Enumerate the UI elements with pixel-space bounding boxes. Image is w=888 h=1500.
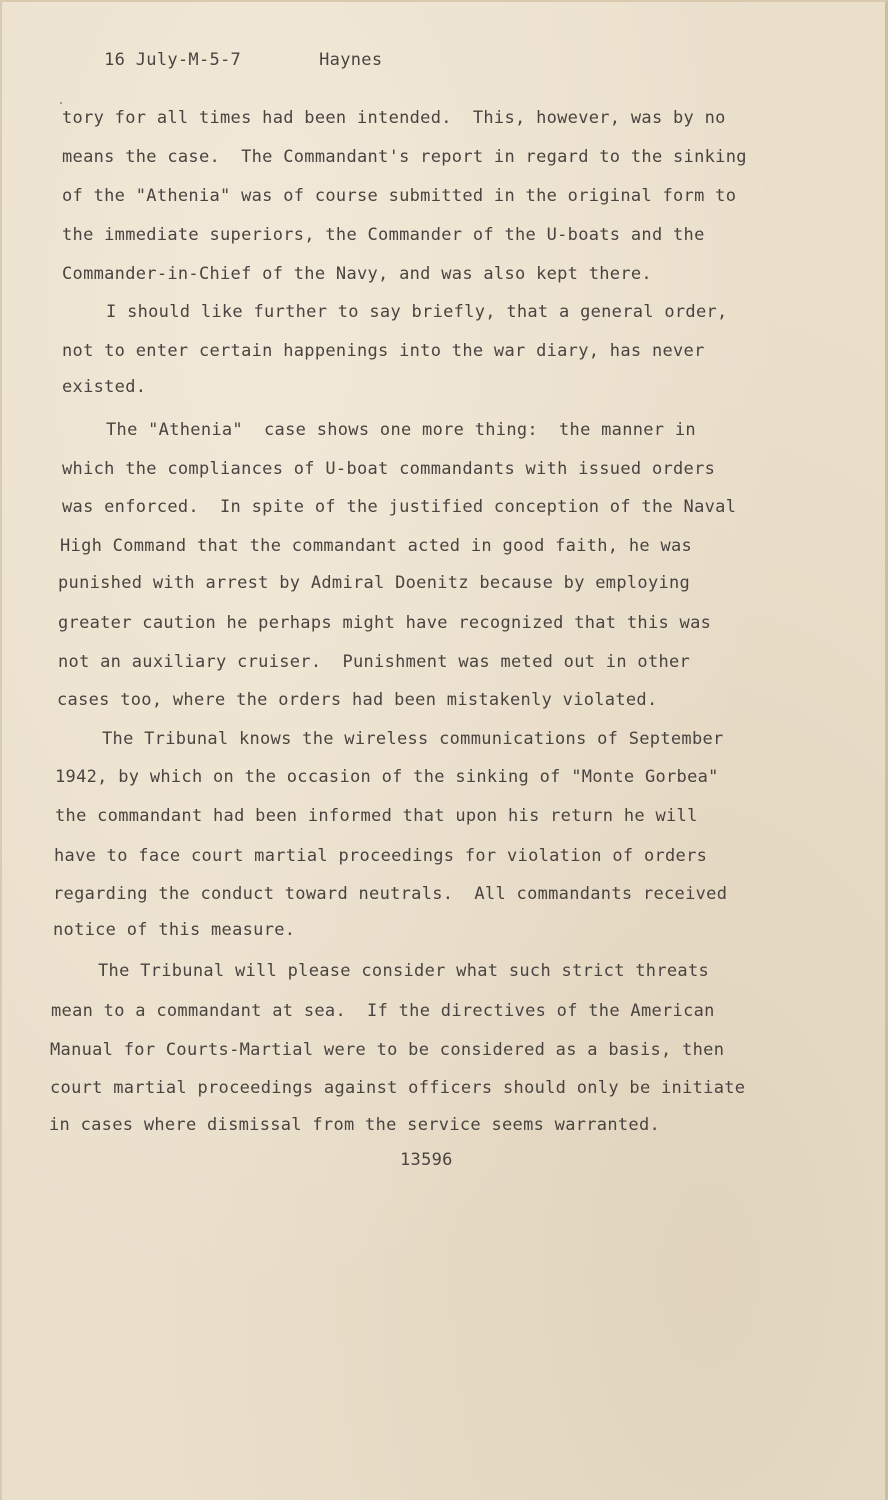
text-line: Manual for Courts-Martial were to be considered as a basis, then	[50, 1040, 725, 1060]
text-line: I should like further to say briefly, that a general order,	[106, 302, 728, 322]
text-line: High Command that the commandant acted in good faith, he was	[60, 536, 693, 556]
text-line: in cases where dismissal from the service seems warranted.	[49, 1115, 661, 1135]
text-line: court martial proceedings against officers should only be initiate	[50, 1078, 746, 1098]
text-line: The Tribunal will please consider what such strict threats	[98, 961, 710, 981]
text-line: not to enter certain happenings into the war diary, has never	[62, 341, 705, 361]
text-line: existed.	[62, 377, 147, 397]
text-line: The "Athenia" case shows one more thing: the manner in	[106, 420, 696, 440]
text-line: have to face court martial proceedings for violation of orders	[54, 846, 708, 866]
text-line: of the "Athenia" was of course submitted in the original form to	[62, 186, 737, 206]
text-line: Commander-in-Chief of the Navy, and was also kept there.	[62, 264, 652, 284]
page-number: 13596	[400, 1150, 453, 1170]
text-line: the commandant had been informed that upon his return he will	[55, 806, 698, 826]
margin-dot	[60, 102, 62, 104]
page-header	[62, 30, 382, 90]
text-line: which the compliances of U-boat commandants with issued orders	[62, 459, 716, 479]
text-line: means the case. The Commandant's report in regard to the sinking	[62, 147, 747, 167]
text-line: cases too, where the orders had been mistakenly violated.	[57, 690, 658, 710]
reporter-name: Haynes	[319, 50, 383, 70]
text-line: regarding the conduct toward neutrals. All commandants received	[53, 884, 728, 904]
text-line: was enforced. In spite of the justified conception of the Naval	[62, 497, 737, 517]
text-line: mean to a commandant at sea. If the directives of the American	[51, 1001, 715, 1021]
text-line: notice of this measure.	[53, 920, 296, 940]
transcript-reference: 16 July-M-5-7	[104, 50, 242, 70]
text-line: tory for all times had been intended. This, however, was by no	[62, 108, 726, 128]
text-line: greater caution he perhaps might have recognized that this was	[58, 613, 712, 633]
text-line: the immediate superiors, the Commander of the U-boats and the	[62, 225, 705, 245]
text-line: 1942, by which on the occasion of the sinking of "Monte Gorbea"	[55, 767, 719, 787]
text-line: The Tribunal knows the wireless communications of September	[102, 729, 724, 749]
text-line: not an auxiliary cruiser. Punishment was meted out in other	[58, 652, 691, 672]
text-line: punished with arrest by Admiral Doenitz because by employing	[58, 573, 691, 593]
